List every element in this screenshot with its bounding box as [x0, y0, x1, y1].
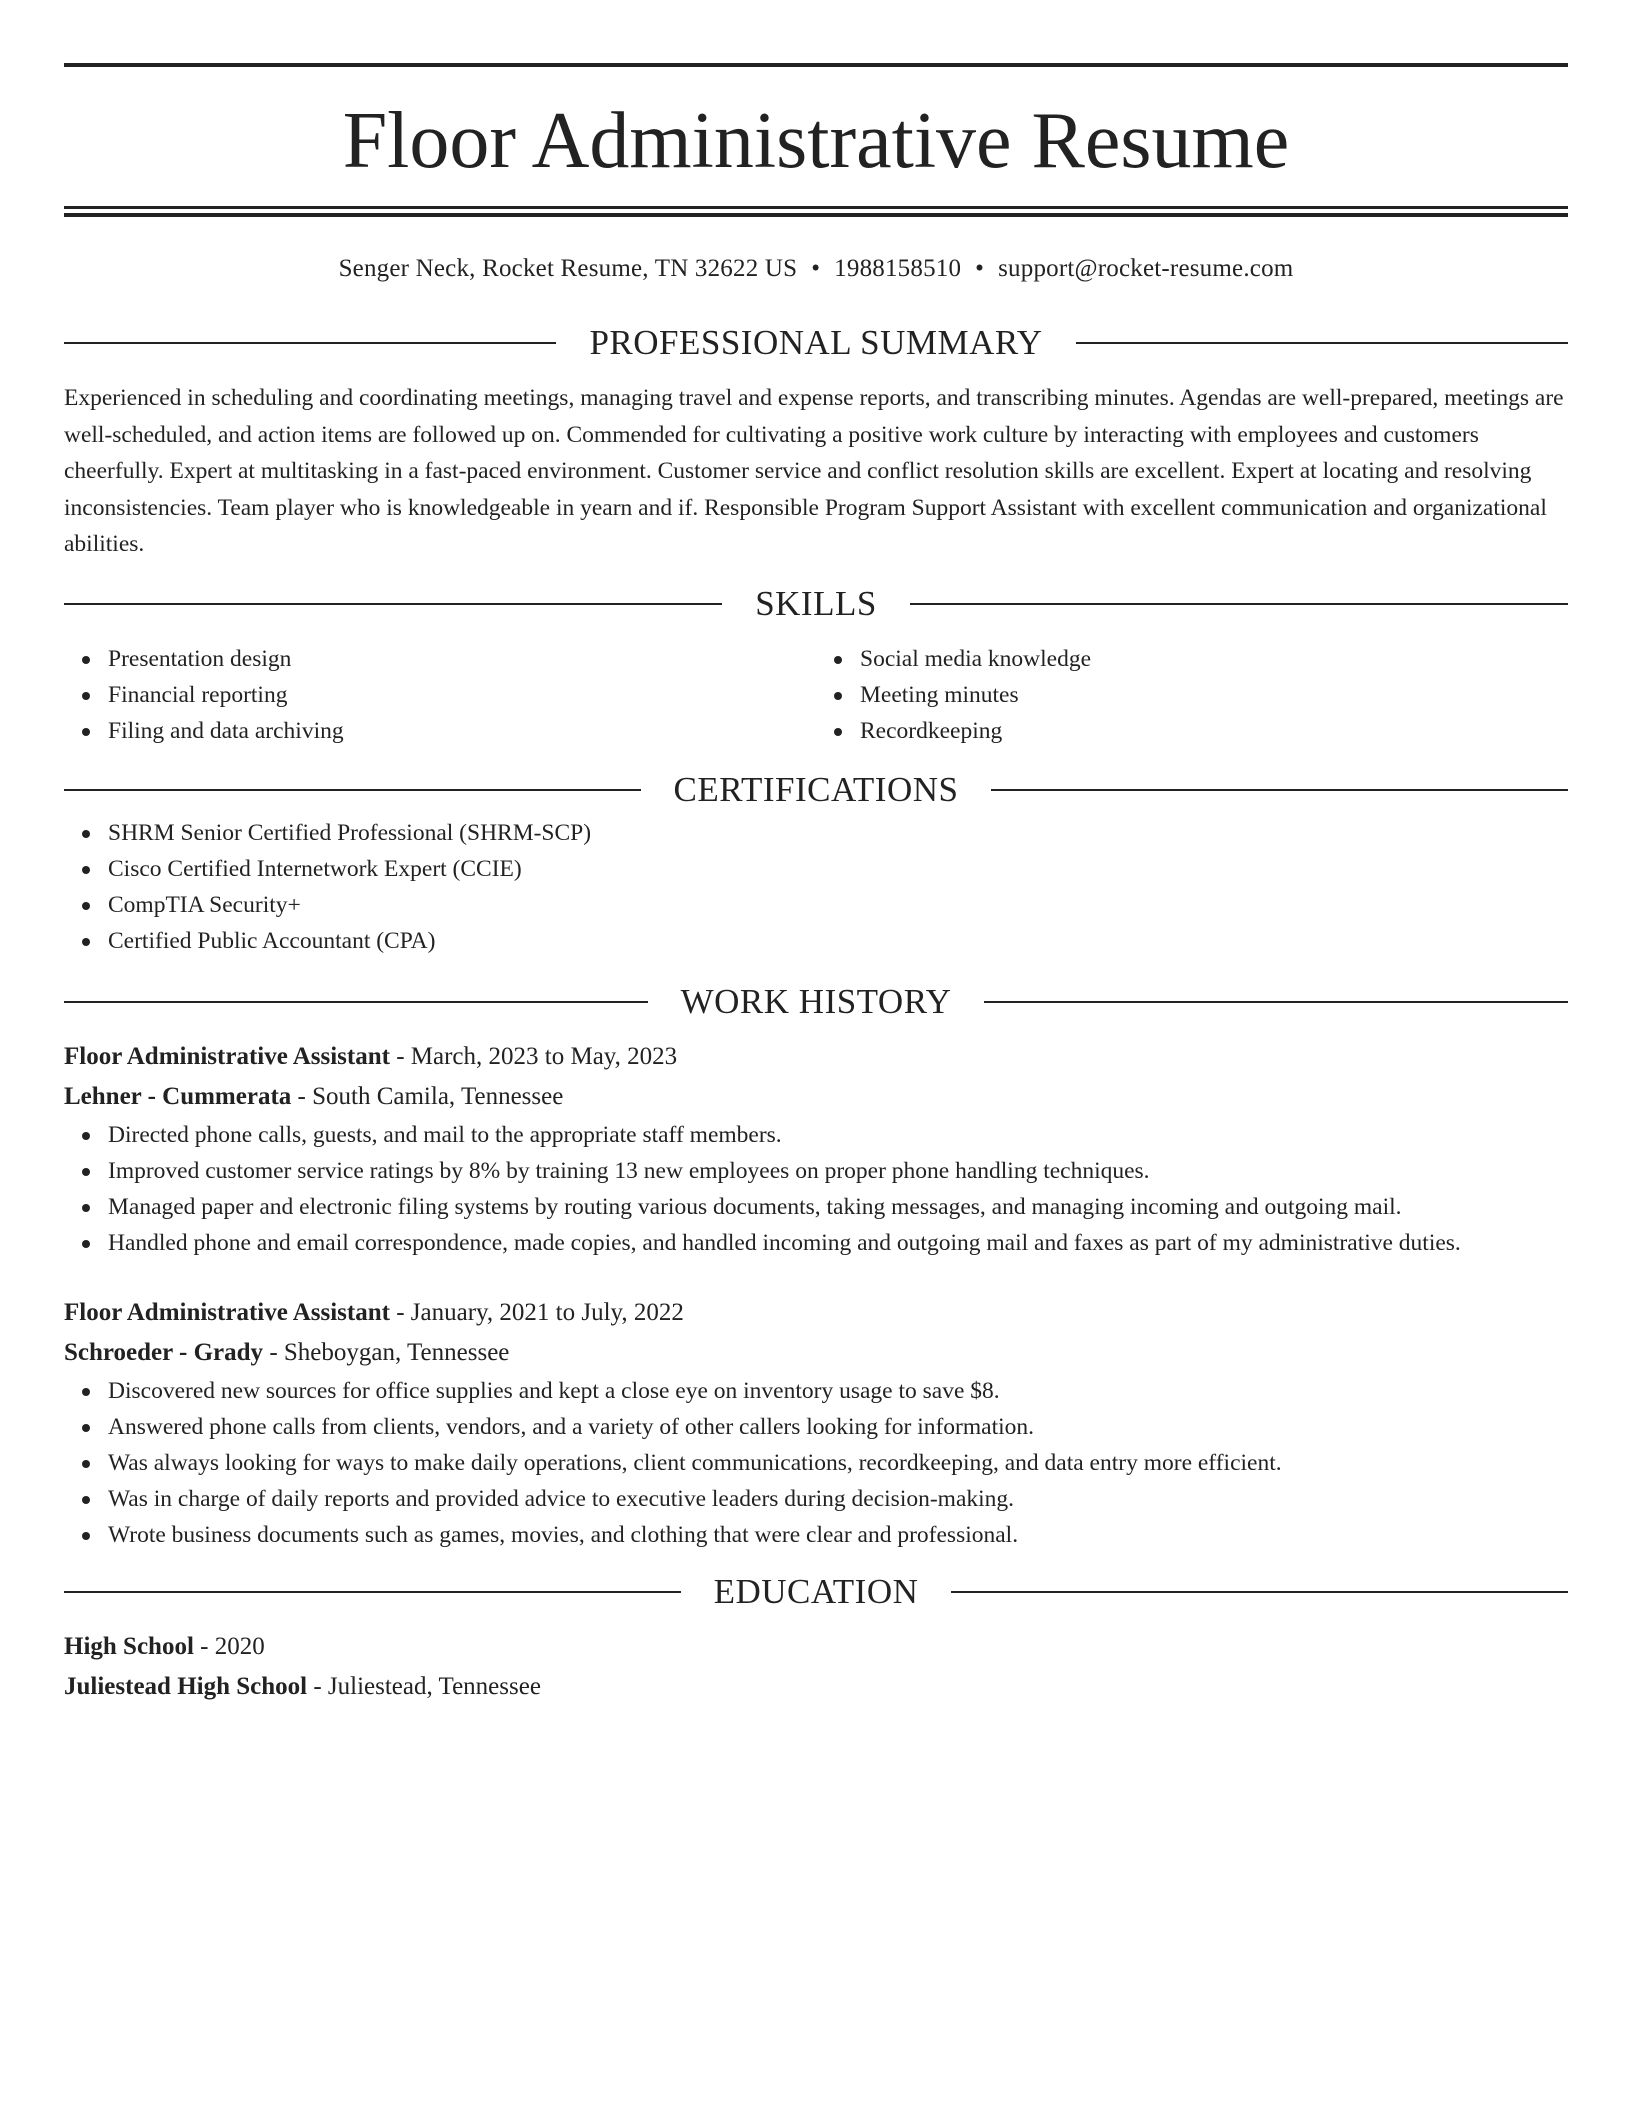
certifications-heading: [64, 765, 1568, 815]
contact-email: support@rocket-resume.com: [998, 255, 1294, 282]
job-company: Schroeder - Grady: [64, 1338, 264, 1366]
education-year: - 2020: [193, 1632, 265, 1660]
work-history-heading: [64, 977, 1568, 1027]
education-heading-label: EDUCATION: [713, 1571, 919, 1611]
certification-item: CompTIA Security+: [108, 887, 1568, 923]
summary-heading-label: PROFESSIONAL SUMMARY: [589, 323, 1043, 362]
skills-column-left: [64, 641, 816, 749]
job-duty-item: Answered phone calls from clients, vendors, and a variety of other callers looking for information.: [108, 1409, 1568, 1445]
job-duty-item: Was always looking for ways to make daily operations, client communications, recordkeeping, and data entry more efficient.: [108, 1445, 1568, 1481]
contact-phone: 1988158510: [834, 255, 962, 282]
certification-item: SHRM Senior Certified Professional (SHRM-SCP): [108, 815, 1568, 851]
education-location: - Juliestead, Tennessee: [307, 1672, 541, 1700]
certification-item: Cisco Certified Internetwork Expert (CCIE): [108, 851, 1568, 887]
heading-rule: [64, 789, 641, 791]
job-title-line: [64, 1037, 1568, 1077]
job-title-line: [64, 1293, 1568, 1333]
job-location: - South Camila, Tennessee: [291, 1082, 564, 1110]
job-duties-list: [64, 1117, 1568, 1261]
heading-rule: [64, 342, 556, 344]
heading-rule: [64, 1591, 681, 1593]
education-entry: [64, 1627, 1568, 1707]
job-location: - Sheboygan, Tennessee: [263, 1338, 510, 1366]
education-school: Juliestead High School: [64, 1672, 308, 1700]
job-title: Floor Administrative Assistant: [64, 1042, 390, 1070]
skills-list-right: [816, 641, 1568, 749]
job-duty-item: Managed paper and electronic filing systems by routing various documents, taking messages, and managing incoming and outgoing mail.: [108, 1189, 1568, 1225]
job-duty-item: Was in charge of daily reports and provided advice to executive leaders during decision-making.: [108, 1481, 1568, 1517]
contact-separator: •: [811, 255, 821, 282]
skill-item: Filing and data archiving: [108, 713, 816, 749]
heading-rule: [64, 603, 722, 605]
education-degree-line: [64, 1627, 1568, 1667]
skill-item: Presentation design: [108, 641, 816, 677]
job-company-line: [64, 1077, 1568, 1117]
contact-separator: •: [975, 255, 985, 282]
skills-heading: [64, 579, 1568, 629]
skills-grid: [64, 641, 1568, 749]
skills-list-left: [64, 641, 816, 749]
work-history-heading-label: WORK HISTORY: [680, 981, 952, 1021]
skill-item: Meeting minutes: [860, 677, 1568, 713]
education-degree: High School: [64, 1632, 194, 1660]
job-duty-item: Handled phone and email correspondence, made copies, and handled incoming and outgoing mail and faxes as part of my administrative duties.: [108, 1225, 1568, 1261]
skill-item: Financial reporting: [108, 677, 816, 713]
heading-rule: [991, 789, 1568, 791]
education-school-line: [64, 1667, 1568, 1707]
resume-title: Floor Administrative Resume: [342, 97, 1290, 185]
title-double-rule: [64, 206, 1568, 217]
job-title: Floor Administrative Assistant: [64, 1298, 390, 1326]
job-duty-item: Wrote business documents such as games, movies, and clothing that were clear and professional.: [108, 1517, 1568, 1553]
job-entry: [64, 1037, 1568, 1261]
heading-rule: [984, 1001, 1568, 1003]
skill-item: Recordkeeping: [860, 713, 1568, 749]
job-company-line: [64, 1333, 1568, 1373]
heading-rule: [951, 1591, 1568, 1593]
job-entry: [64, 1293, 1568, 1553]
heading-rule: [1076, 342, 1568, 344]
certification-item: Certified Public Accountant (CPA): [108, 923, 1568, 959]
skills-column-right: [816, 641, 1568, 749]
education-heading: [64, 1567, 1568, 1617]
skills-heading-label: SKILLS: [755, 583, 877, 623]
job-duty-item: Improved customer service ratings by 8% by training 13 new employees on proper phone handling techniques.: [108, 1153, 1568, 1189]
certifications-heading-label: CERTIFICATIONS: [673, 769, 959, 809]
job-dates: - March, 2023 to May, 2023: [389, 1042, 678, 1070]
contact-line: [64, 254, 1568, 284]
job-duty-item: Discovered new sources for office supplies and kept a close eye on inventory usage to save $8.: [108, 1373, 1568, 1409]
certifications-list: [64, 815, 1568, 959]
heading-rule: [64, 1001, 648, 1003]
heading-rule: [910, 603, 1568, 605]
summary-text: Experienced in scheduling and coordinating meetings, managing travel and expense reports, and transcribing minutes. Agendas are well-prepared, meetings are well-scheduled, and action items are followed up on. Commended for cultivating a positive work culture by interacting with employees and customers cheerfully. Expert at multitasking in a fast-paced environment. Customer service and conflict resolution skills are excellent. Expert at locating and resolving inconsistencies. Team player who is knowledgeable in yearn and if. Responsible Program Support Assistant with excellent communication and organizational abilities.: [64, 385, 1564, 557]
job-dates: - January, 2021 to July, 2022: [389, 1298, 684, 1326]
contact-address: Senger Neck, Rocket Resume, TN 32622 US: [338, 255, 798, 282]
job-duties-list: [64, 1373, 1568, 1553]
job-company: Lehner - Cummerata: [64, 1082, 292, 1110]
job-duty-item: Directed phone calls, guests, and mail to the appropriate staff members.: [108, 1117, 1568, 1153]
top-rule: [64, 63, 1568, 67]
summary-heading: [64, 318, 1568, 368]
skill-item: Social media knowledge: [860, 641, 1568, 677]
